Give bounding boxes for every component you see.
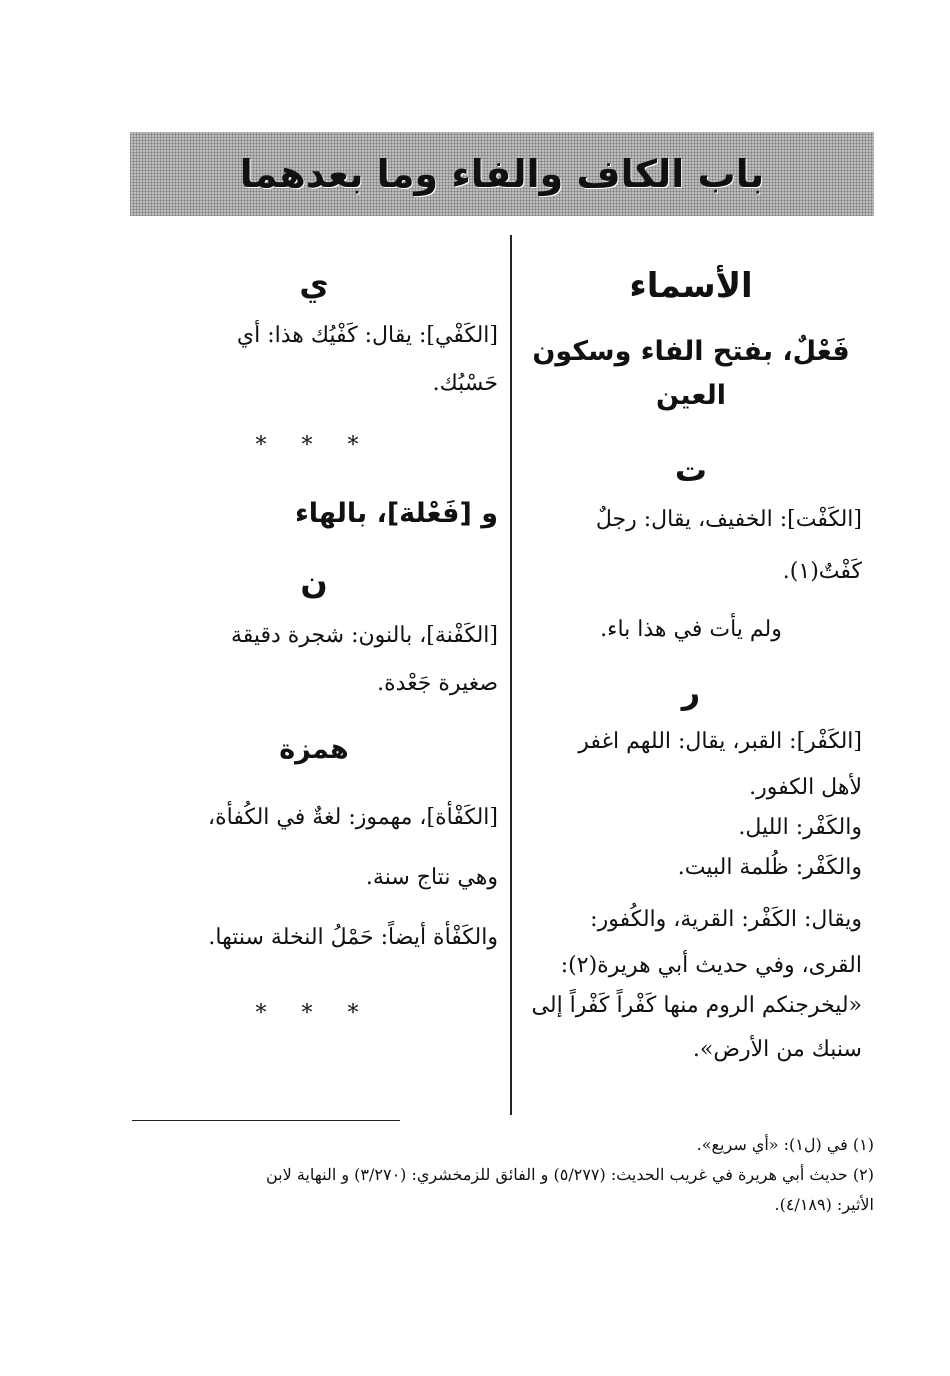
entry-line: كَفْتٌ(١). — [782, 559, 862, 584]
entry-line: والكَفْأة أيضاً: حَمْلُ النخلة سنتها. — [208, 925, 498, 950]
separator-stars: * * * — [255, 433, 373, 458]
entry-line: سنبك من الأرض». — [692, 1037, 862, 1062]
pattern-heading: و [فَعْلة]، بالهاء — [294, 498, 498, 529]
letter-heading-r: ر — [681, 673, 701, 711]
entry-line: [الكَفْت]: الخفيف، يقال: رجلٌ — [595, 507, 862, 532]
section-heading: الأسماء — [629, 266, 753, 306]
footnote-2: (٢) حديث أبي هريرة في غريب الحديث: (٥/٢٧٧) و الفائق للزمخشري: (٣/٢٧٠) و النهاية لابن — [265, 1165, 874, 1184]
letter-heading-n: ن — [300, 563, 328, 601]
footnote-2-cont: الأثير: (٤/١٨٩). — [774, 1195, 874, 1214]
entry-line: القرى، وفي حديث أبي هريرة(٢): — [560, 953, 862, 978]
entry-line: صغيرة جَعْدة. — [377, 671, 498, 696]
pattern-heading: فَعْلٌ، بفتح الفاء وسكون العين — [532, 336, 850, 411]
column-divider — [510, 235, 512, 1115]
right-column — [520, 262, 862, 1066]
chapter-title: باب الكاف والفاء وما بعدهما — [239, 152, 765, 196]
note-line: ولم يأت في هذا باء. — [600, 617, 782, 642]
entry-line: حَسْبُك. — [432, 371, 498, 396]
letter-heading-t: ت — [674, 451, 708, 489]
letter-heading-y: ي — [299, 265, 329, 303]
footnote-rule — [132, 1120, 400, 1121]
entry-line: [الكَفْي]: يقال: كَفْيُك هذا: أي — [236, 323, 498, 348]
entry-line: ويقال: الكَفْر: القرية، والكُفور: — [590, 907, 862, 932]
entry-line: [الكَفْنة]، بالنون: شجرة دقيقة — [230, 623, 498, 648]
entry-line: والكَفْر: ظُلمة البيت. — [677, 855, 862, 880]
separator-stars: * * * — [255, 1001, 373, 1026]
footnotes — [130, 1130, 874, 1220]
chapter-banner — [130, 132, 874, 216]
footnote-1: (١) في (ل١): «أي سريع». — [696, 1135, 874, 1154]
entry-line: «ليخرجنكم الروم منها كَفْراً كَفْراً إلى — [531, 993, 862, 1018]
entry-line: والكَفْر: الليل. — [738, 815, 862, 840]
left-column — [130, 262, 498, 1030]
entry-line: وهي نتاج سنة. — [365, 865, 498, 890]
entry-line: [الكَفْر]: القبر، يقال: اللهم اغفر — [578, 729, 862, 754]
entry-line: [الكَفْأة]، مهموز: لغةٌ في الكُفأة، — [208, 805, 498, 830]
entry-line: لأهل الكفور. — [749, 775, 862, 800]
hamza-heading: همزة — [279, 734, 349, 765]
